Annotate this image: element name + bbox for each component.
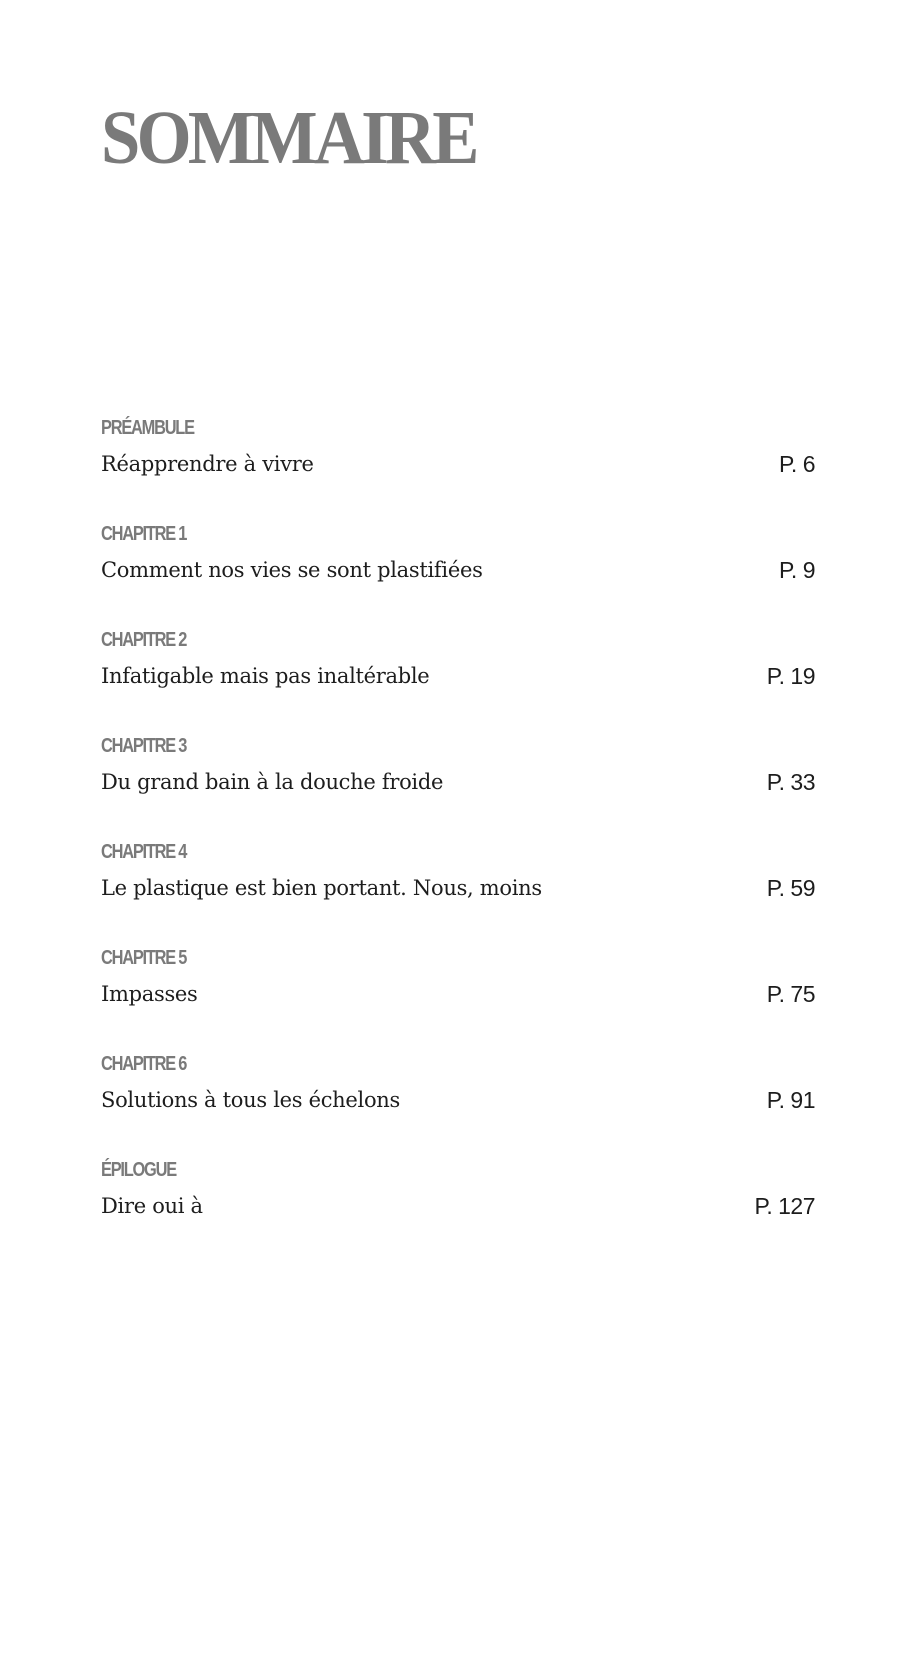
toc-entry-chapitre-4 [101,841,815,947]
section-label: CHAPITRE 5 [101,947,187,969]
section-label: CHAPITRE 3 [101,735,187,757]
section-title: Le plastique est bien portant. Nous, moins [101,876,542,900]
table-of-contents [101,417,815,1265]
section-title: Impasses [101,982,198,1006]
page-reference: P. 127 [754,1193,815,1219]
toc-entry-chapitre-5 [101,947,815,1053]
toc-entry-preambule [101,417,815,523]
page-reference: P. 59 [766,875,815,901]
page-reference: P. 33 [766,769,815,795]
section-label: CHAPITRE 6 [101,1053,187,1075]
toc-entry-chapitre-6 [101,1053,815,1159]
section-label: CHAPITRE 4 [101,841,187,863]
toc-entry-epilogue [101,1159,815,1265]
section-label: PRÉAMBULE [101,417,194,439]
page-title: SOMMAIRE [101,96,476,180]
section-title: Comment nos vies se sont plastifiées [101,558,483,582]
page-reference: P. 6 [779,451,815,477]
section-label: CHAPITRE 1 [101,523,187,545]
toc-entry-chapitre-1 [101,523,815,629]
page-reference: P. 91 [766,1087,815,1113]
toc-entry-chapitre-3 [101,735,815,841]
page-reference: P. 9 [779,557,815,583]
section-label: CHAPITRE 2 [101,629,187,651]
section-title: Réapprendre à vivre [101,452,314,476]
page-reference: P. 75 [766,981,815,1007]
section-title: Infatigable mais pas inaltérable [101,664,430,688]
section-title: Solutions à tous les échelons [101,1088,400,1112]
section-title: Du grand bain à la douche froide [101,770,444,794]
toc-entry-chapitre-2 [101,629,815,735]
page-reference: P. 19 [766,663,815,689]
section-label: ÉPILOGUE [101,1159,176,1181]
section-title: Dire oui à [101,1194,203,1218]
